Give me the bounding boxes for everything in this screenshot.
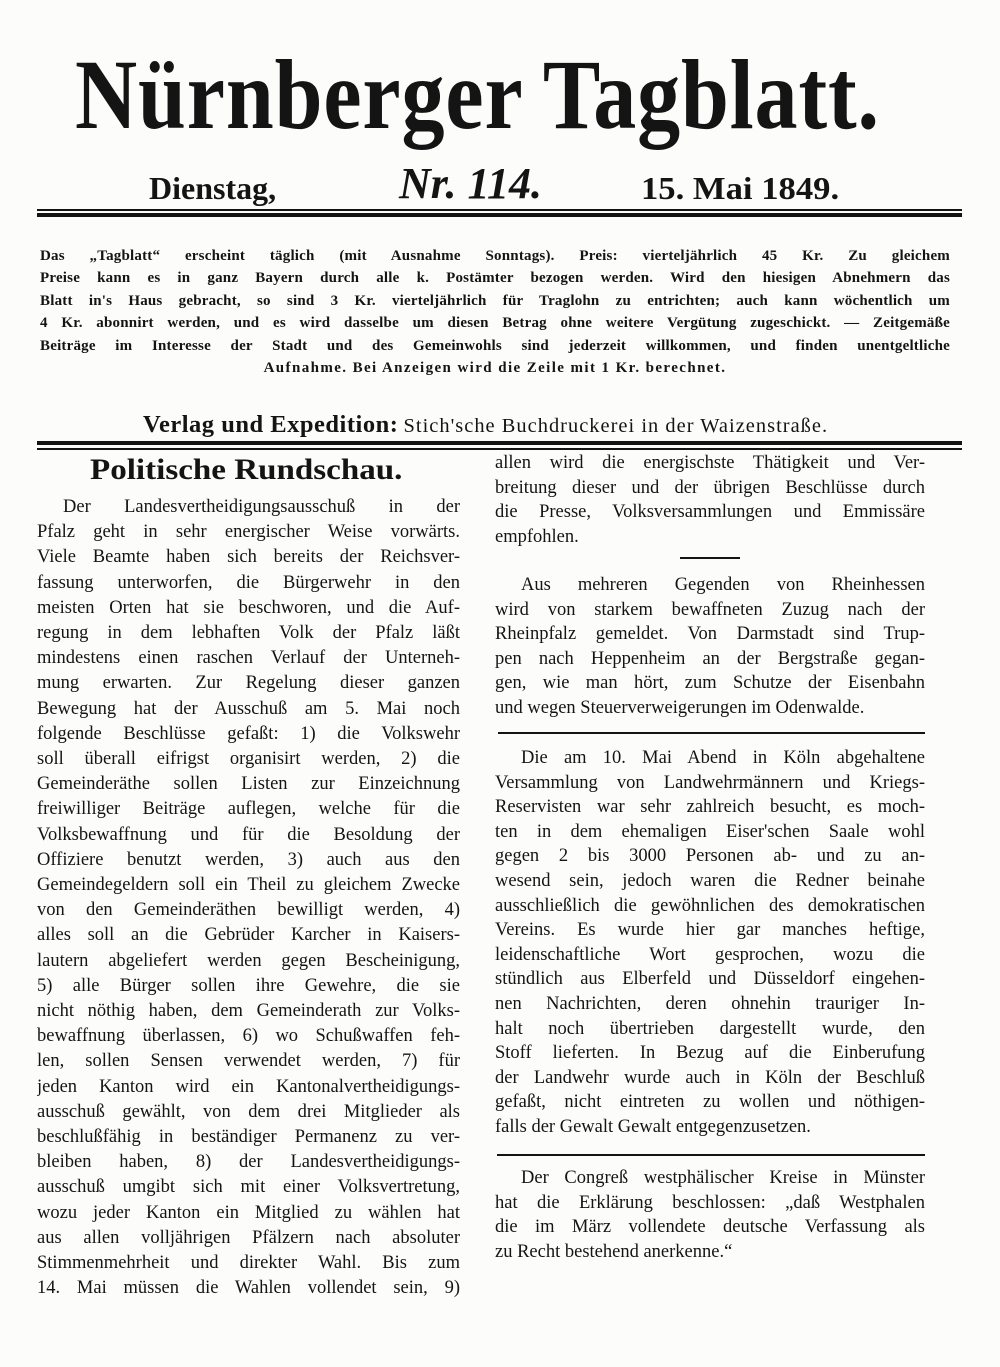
article-line: die Presse, Volksversammlungen und Emmissäre <box>495 502 925 523</box>
article-line: len, sollen Sensen verwendet werden, 7) für <box>37 1051 460 1072</box>
article-line: ausschließlich die gewöhnlichen des demokratischen <box>495 895 925 916</box>
article-paragraph <box>495 1166 925 1264</box>
article-line: Bewegung hat der Ausschuß am 5. Mai noch <box>37 698 460 719</box>
article-line: zu Recht bestehend anerkenne.“ <box>495 1241 733 1262</box>
article-line: jeden Kanton wird ein Kantonalvertheidigungs- <box>37 1076 460 1097</box>
article-line: nen Nachrichten, deren ohnehin trauriger In- <box>495 993 925 1014</box>
article-line: wesend sein, jedoch waren die Redner beinahe <box>495 870 925 891</box>
article-line: alles soll an die Gebrüder Karcher in Kaisers- <box>37 925 460 946</box>
article-line: Versammlung von Landwehrmännern und Kriegs- <box>495 772 925 793</box>
notice-line: Aufnahme. Bei Anzeigen wird die Zeile mit 1 Kr. berechnet. <box>263 360 727 377</box>
article-paragraph <box>495 451 925 549</box>
section-heading <box>90 452 402 488</box>
article-line: ausschuß gewählt, von dem drei Mitglieder als <box>37 1101 460 1122</box>
divider <box>497 1154 925 1156</box>
article-line: mung erwarten. Zur Regelung dieser ganzen <box>37 673 460 694</box>
article-line: wozu jeder Kanton ein Mitglied zu wählen hat <box>37 1202 460 1223</box>
article-line: mindestens einen raschen Verlauf der Unterneh- <box>37 648 460 669</box>
article-line: Die am 10. Mai Abend in Köln abgehaltene <box>521 748 925 768</box>
notice-line: Beiträge im Interesse der Stadt und des Gemeinwohls sind jederzeit willkommen, und finden unentgeltliche <box>40 337 950 354</box>
masthead <box>75 40 880 150</box>
article-line: Gemeinderäthe sollen Listen zur Einzeichnung <box>37 774 460 795</box>
section-heading-text: Politische Rundschau. <box>90 453 403 486</box>
article-line: Der Landesvertheidigungsausschuß in der <box>63 497 460 517</box>
article-line: empfohlen. <box>495 526 579 547</box>
article-line: die im März vollendete deutsche Verfassung als <box>495 1217 925 1238</box>
dateline-weekday <box>149 168 276 208</box>
header-rule-thick <box>37 213 962 217</box>
subscription-notice <box>40 245 950 379</box>
article-line: bleiben haben, 8) der Landesvertheidigungs- <box>37 1152 460 1173</box>
article-paragraph <box>37 495 460 1302</box>
article-line: soll überall eifrigst organisirt werden, 2) die <box>37 749 460 770</box>
article-line: pen nach Heppenheim an der Bergstraße gegan- <box>495 648 925 669</box>
article-line: fassung unterworfen, die Bürgerwehr in den <box>37 572 460 593</box>
publisher-label: Verlag und Expedition: <box>143 412 399 438</box>
article-line: lautern abgeliefert werden gegen Bescheinigung, <box>37 950 460 971</box>
article-line: Stoff lieferten. In Bezug auf die Einberufung <box>495 1043 925 1064</box>
article-line: ausschuß umgibt sich mit einer Volksvertretung, <box>37 1177 460 1198</box>
article-line: ten in dem ehemaligen Eiser'schen Saale wohl <box>495 821 925 842</box>
article-line: bewaffnung überlassen, 6) wo Schußwaffen feh- <box>37 1026 460 1047</box>
article-line: Gemeindegeldern soll ein Theil zu gleichem Zwecke <box>37 875 460 896</box>
article-line: gefaßt, nicht eintreten zu wollen und nöthigen- <box>495 1092 925 1113</box>
article-line: beschlußfähig in beständiger Permanenz zu ver- <box>37 1127 460 1148</box>
article-line: hat die Erklärung beschlossen: „daß Westphalen <box>495 1192 925 1213</box>
article-line: Reservisten war sehr zahlreich besucht, es moch- <box>495 797 925 818</box>
notice-line: Blatt in's Haus gebracht, so sind 3 Kr. vierteljährlich für Traglohn zu entrichten; auch kann wöchentlich um <box>40 292 950 309</box>
article-line: nicht nöthig haben, dem Gemeinderath zur Volks- <box>37 1001 460 1022</box>
article-line: der Landwehr wurde auch in Köln der Beschluß <box>495 1067 925 1088</box>
article-line: regung in dem lebhaften Volk der Pfalz läßt <box>37 623 460 644</box>
issue-number-text: Nr. 114. <box>399 159 543 208</box>
weekday-text: Dienstag, <box>149 170 277 206</box>
article-line: gegen 2 bis 3000 Personen ab- und zu an- <box>495 846 925 867</box>
article-line: breitung dieser und der übrigen Beschlüsse durch <box>495 477 925 498</box>
publisher-line <box>143 410 828 440</box>
article-line: gen, wie man hört, zum Schutze der Eisenbahn <box>495 673 925 694</box>
article-line: 5) alle Bürger sollen ihre Gewehre, die sie <box>37 975 460 996</box>
article-line: falls der Gewalt Gewalt entgegenzusetzen. <box>495 1116 811 1137</box>
divider <box>498 732 925 734</box>
article-line: Volksbewaffnung und für die Besoldung der <box>37 824 460 845</box>
article-line: Rheinpfalz gemeldet. Von Darmstadt sind Trup- <box>495 624 925 645</box>
article-line: wird von starkem bewaffneten Zuzug nach der <box>495 599 925 620</box>
article-line: von den Gemeinderäthen bewilligt werden, 4) <box>37 900 460 921</box>
article-line: Viele Beamte haben sich bereits der Reichsver- <box>37 547 460 568</box>
article-line: allen wird die energischste Thätigkeit und Ver- <box>495 453 925 473</box>
divider-short <box>680 557 740 559</box>
date-text: 15. Mai 1849. <box>641 170 840 206</box>
article-line: 14. Mai müssen die Wahlen vollendet sein, 9) <box>37 1278 460 1299</box>
article-line: folgende Beschlüsse gefaßt: 1) die Volkswehr <box>37 723 460 744</box>
article-line: Stimmenmehrheit und direkter Wahl. Bis zum <box>37 1253 460 1274</box>
article-line: Pfalz geht in sehr energischer Weise vorwärts. <box>37 522 460 543</box>
header-rule-thin <box>37 209 962 211</box>
article-line: meisten Orten hat sie beschworen, und die Auf- <box>37 597 460 618</box>
article-line: halt noch übertrieben dargestellt wurde, den <box>495 1018 925 1039</box>
article-line: Der Congreß westphälischer Kreise in Münster <box>521 1168 925 1188</box>
article-paragraph <box>495 573 925 721</box>
article-paragraph <box>495 746 925 1140</box>
article-line: leidenschaftliche Wort gesprochen, wozu die <box>495 944 925 965</box>
article-line: freiwilliger Beiträge auflegen, welche für die <box>37 799 460 820</box>
article-line: Offiziere benutzt werden, 3) auch aus den <box>37 849 460 870</box>
masthead-title: Nürnberger Tagblatt. <box>75 39 880 150</box>
article-line: Aus mehreren Gegenden von Rheinhessen <box>521 575 925 595</box>
article-line: und wegen Steuerverweigerungen im Odenwalde. <box>495 697 865 718</box>
dateline-date <box>641 168 839 208</box>
article-line: aus allen volljährigen Pfälzern nach absoluter <box>37 1227 460 1248</box>
notice-rule-thin <box>37 448 962 450</box>
notice-line: Preise kann es in ganz Bayern durch alle k. Postämter bezogen werden. Wird den hiesigen Abnehmern das <box>40 270 950 287</box>
notice-rule-thick <box>37 441 962 445</box>
publisher-text: Stich'sche Buchdruckerei in der Waizenstraße. <box>403 415 829 437</box>
notice-line: 4 Kr. abonnirt werden, und es wird dasselbe um diesen Betrag ohne weitere Vergütung zugeschickt. — Zeitgemäße <box>40 315 950 332</box>
dateline-issue-number <box>399 160 542 208</box>
publisher-line-inner <box>143 410 828 441</box>
left-column <box>37 495 460 1302</box>
article-line: Vereins. Es wurde hier gar manches heftige, <box>495 920 925 941</box>
article-line: stündlich aus Elberfeld und Düsseldorf eingehen- <box>495 969 925 990</box>
notice-line: Das „Tagblatt“ erscheint täglich (mit Ausnahme Sonntags). Preis: vierteljährlich 45 Kr. Zu gleichem <box>40 248 950 264</box>
